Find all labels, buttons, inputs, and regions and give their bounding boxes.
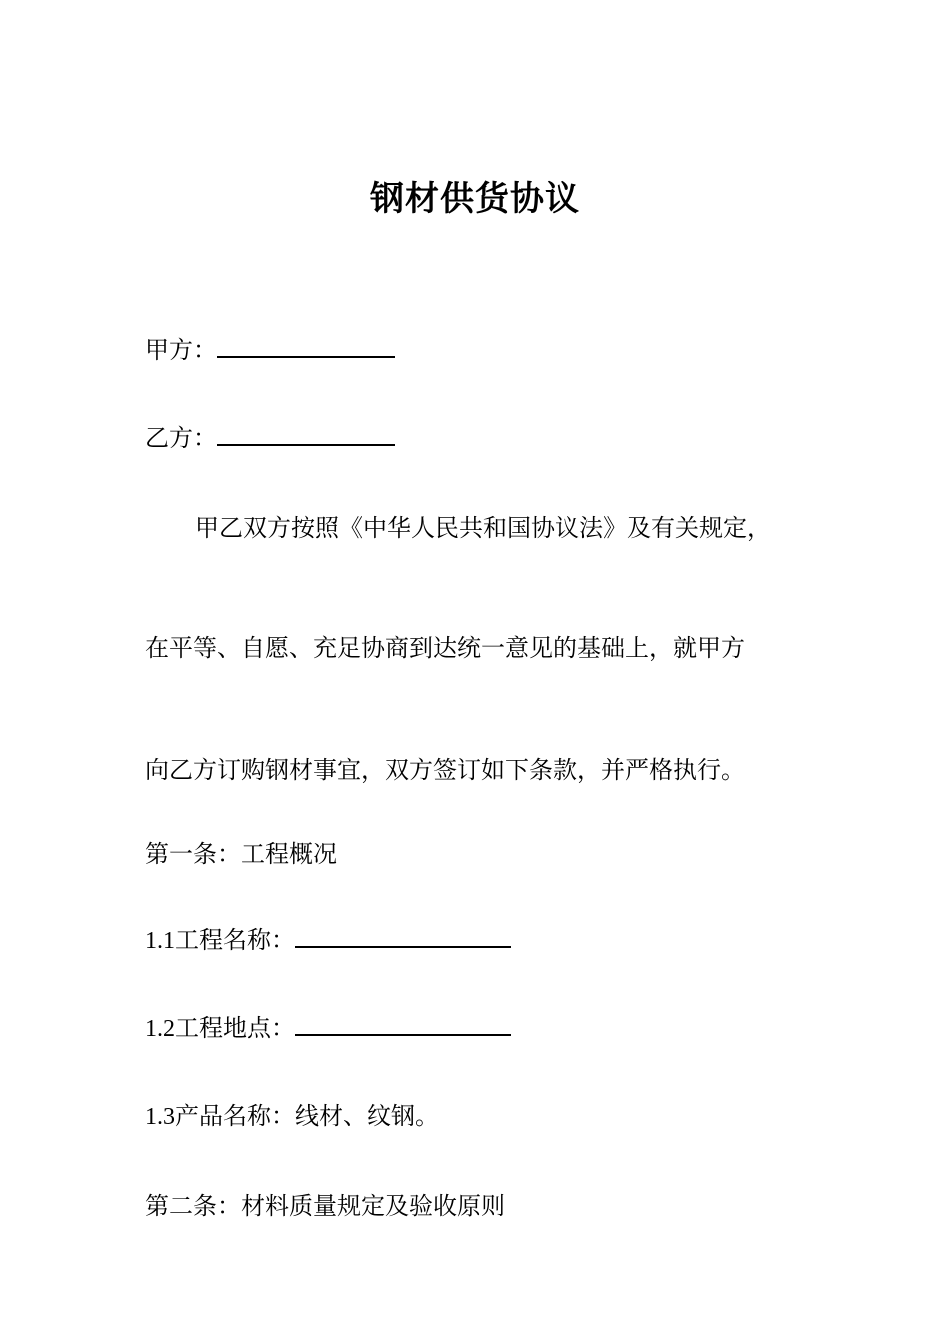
- item-1-3-text: 产品名称：线材、纹钢。: [175, 1102, 439, 1130]
- project-name-blank[interactable]: [295, 924, 511, 948]
- party-a-blank[interactable]: [217, 334, 395, 358]
- party-b-line: [145, 422, 395, 454]
- intro-line-2: 在平等、自愿、充足协商到达统一意见的基础上，就甲方: [145, 634, 745, 662]
- intro-line-3: 向乙方订购钢材事宜，双方签订如下条款，并严格执行。: [145, 756, 745, 784]
- party-b-blank[interactable]: [217, 422, 395, 446]
- party-a-label: 甲方：: [145, 336, 217, 364]
- party-a-line: [145, 334, 395, 366]
- document-title: 钢材供货协议: [370, 179, 580, 219]
- project-location-blank[interactable]: [295, 1012, 511, 1036]
- item-1-1-label: 工程名称：: [175, 926, 295, 954]
- item-1-1-number: 1.1: [145, 928, 175, 954]
- item-1-2-line: [145, 1012, 511, 1045]
- item-1-2-number: 1.2: [145, 1016, 175, 1042]
- party-b-label: 乙方：: [145, 424, 217, 452]
- article-2-heading: 第二条：材料质量规定及验收原则: [145, 1192, 505, 1220]
- article-1-heading: 第一条：工程概况: [145, 840, 337, 868]
- intro-line-1: 甲乙双方按照《中华人民共和国协议法》及有关规定，: [195, 514, 771, 542]
- item-1-1-line: [145, 924, 511, 957]
- item-1-2-label: 工程地点：: [175, 1014, 295, 1042]
- item-1-3-number: 1.3: [145, 1104, 175, 1130]
- item-1-3-line: [145, 1100, 439, 1133]
